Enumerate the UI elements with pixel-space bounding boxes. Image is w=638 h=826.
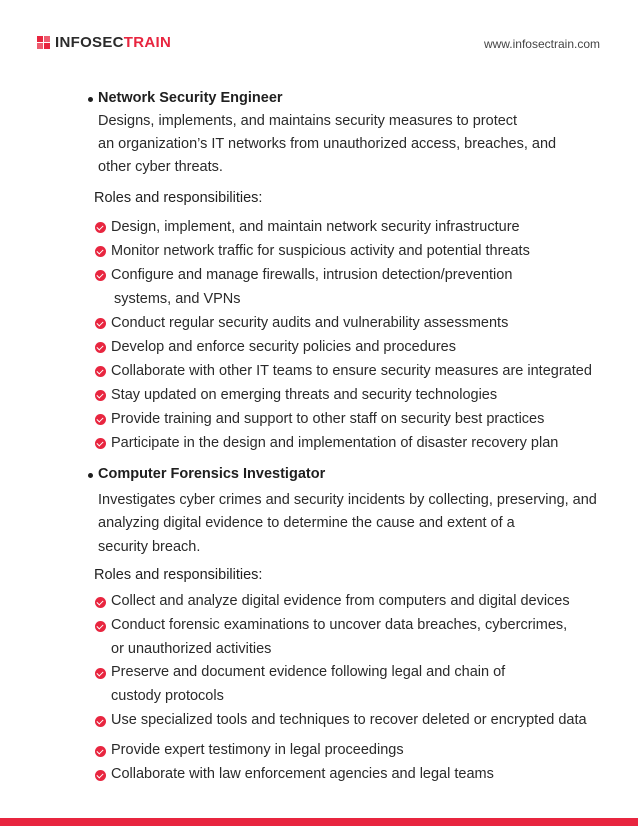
- list-item: Collaborate with law enforcement agencies and legal teams: [111, 766, 494, 782]
- list-item-continuation: systems, and VPNs: [114, 291, 241, 307]
- section-title: Computer Forensics Investigator: [98, 466, 326, 482]
- checkmark-icon: [95, 222, 106, 233]
- list-item: Collect and analyze digital evidence from computers and digital devices: [111, 593, 570, 609]
- list-item: Participate in the design and implementation of disaster recovery plan: [111, 435, 559, 451]
- section-description-line: analyzing digital evidence to determine the cause and extent of a: [98, 515, 515, 531]
- checkmark-icon: [95, 668, 106, 679]
- list-item: Collaborate with other IT teams to ensure security measures are integrated: [111, 363, 592, 379]
- checkmark-icon: [95, 270, 106, 281]
- bullet-dot-icon: [88, 97, 93, 102]
- checkmark-icon: [95, 390, 106, 401]
- list-item: Provide training and support to other staff on security best practices: [111, 411, 545, 427]
- list-item: Design, implement, and maintain network security infrastructure: [111, 219, 520, 235]
- logo-text-infosec: INFOSEC: [55, 34, 124, 51]
- list-item: Provide expert testimony in legal proceedings: [111, 742, 404, 758]
- logo-text: [55, 34, 171, 51]
- bullet-dot-icon: [88, 473, 93, 478]
- logo-text-train: TRAIN: [123, 34, 172, 51]
- logo-mark-icon: [37, 36, 50, 49]
- list-item: Conduct regular security audits and vulnerability assessments: [111, 315, 509, 331]
- checkmark-icon: [95, 414, 106, 425]
- roles-label: Roles and responsibilities:: [94, 567, 263, 583]
- list-item: Develop and enforce security policies and procedures: [111, 339, 456, 355]
- checkmark-icon: [95, 342, 106, 353]
- list-item: Monitor network traffic for suspicious activity and potential threats: [111, 243, 530, 259]
- section-description-line: Designs, implements, and maintains security measures to protect: [98, 113, 518, 129]
- checkmark-icon: [95, 246, 106, 257]
- page-header: [0, 0, 638, 70]
- checkmark-icon: [95, 366, 106, 377]
- checkmark-icon: [95, 621, 106, 632]
- checkmark-icon: [95, 716, 106, 727]
- list-item: Stay updated on emerging threats and security technologies: [111, 387, 498, 403]
- section-description-line: other cyber threats.: [98, 159, 223, 175]
- footer-accent-bar: [0, 818, 638, 826]
- checkmark-icon: [95, 770, 106, 781]
- section-title: Network Security Engineer: [98, 90, 283, 106]
- checkmark-icon: [95, 597, 106, 608]
- website-url: www.infosectrain.com: [483, 37, 600, 51]
- list-item: Conduct forensic examinations to uncover data breaches, cybercrimes,: [111, 617, 568, 633]
- section-description-line: an organization’s IT networks from unauthorized access, breaches, and: [98, 136, 557, 152]
- list-item-continuation: or unauthorized activities: [111, 641, 272, 657]
- section-description-line: security breach.: [98, 539, 201, 555]
- list-item: Configure and manage firewalls, intrusion detection/prevention: [111, 267, 513, 283]
- checkmark-icon: [95, 318, 106, 329]
- list-item: Preserve and document evidence following legal and chain of: [111, 664, 506, 680]
- checkmark-icon: [95, 746, 106, 757]
- list-item-continuation: custody protocols: [111, 688, 224, 704]
- list-item: Use specialized tools and techniques to recover deleted or encrypted data: [111, 712, 587, 728]
- checkmark-icon: [95, 438, 106, 449]
- roles-label: Roles and responsibilities:: [94, 190, 263, 206]
- infosectrain-logo: [37, 34, 171, 51]
- section-description-line: Investigates cyber crimes and security incidents by collecting, preserving, and: [98, 492, 597, 508]
